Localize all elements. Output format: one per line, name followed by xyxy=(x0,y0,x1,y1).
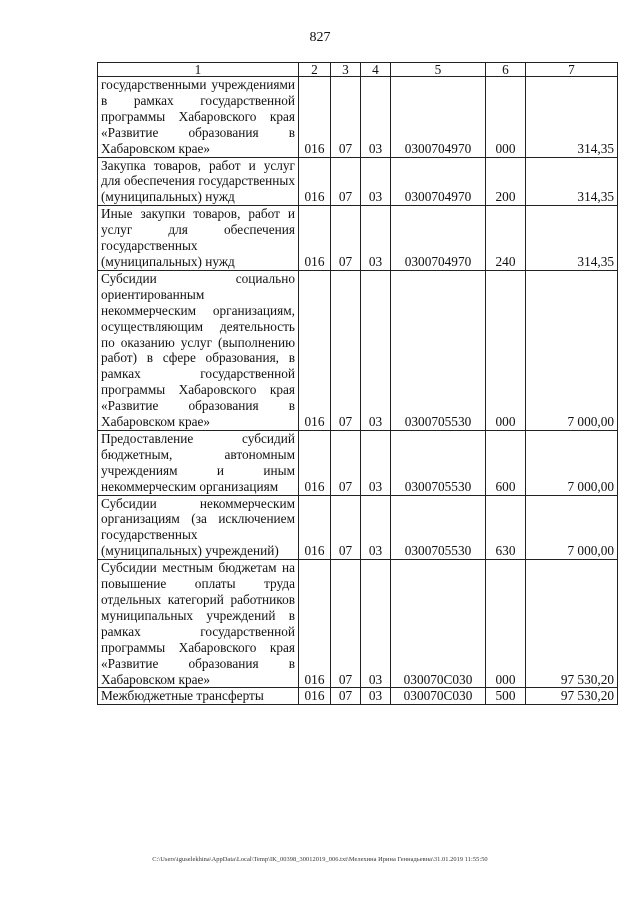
row-description: Иные закупки товаров, работ и услуг для обеспечения государственных (муниципальных) нужд xyxy=(98,206,299,271)
amount: 7 000,00 xyxy=(526,430,618,495)
ministry-code: 016 xyxy=(299,77,331,158)
section-code: 07 xyxy=(331,157,361,206)
amount: 314,35 xyxy=(526,77,618,158)
table-row xyxy=(98,270,618,430)
subsection-code: 03 xyxy=(361,430,391,495)
subsection-code: 03 xyxy=(361,688,391,705)
column-header: 2 xyxy=(299,63,331,77)
amount: 7 000,00 xyxy=(526,495,618,560)
expense-type-code: 000 xyxy=(486,270,526,430)
table-row xyxy=(98,430,618,495)
row-description: Субсидии местным бюджетам на повышение оплаты труда отдельных категорий работников муниципальных учреждений в рамках государственной программы Хабаровского края «Развитие образования в Хабаровском крае» xyxy=(98,560,299,688)
column-header: 7 xyxy=(526,63,618,77)
expense-type-code: 630 xyxy=(486,495,526,560)
ministry-code: 016 xyxy=(299,206,331,271)
table-row xyxy=(98,77,618,158)
column-header: 1 xyxy=(98,63,299,77)
target-article-code: 0300705530 xyxy=(391,270,486,430)
expense-type-code: 000 xyxy=(486,77,526,158)
subsection-code: 03 xyxy=(361,495,391,560)
target-article-code: 030070С030 xyxy=(391,560,486,688)
amount: 7 000,00 xyxy=(526,270,618,430)
section-code: 07 xyxy=(331,560,361,688)
table-row xyxy=(98,688,618,705)
section-code: 07 xyxy=(331,77,361,158)
expense-type-code: 600 xyxy=(486,430,526,495)
section-code: 07 xyxy=(331,688,361,705)
row-description: Предоставление субсидий бюджетным, автономным учреждениям и иным некоммерческим организациям xyxy=(98,430,299,495)
amount: 97 530,20 xyxy=(526,688,618,705)
table-row xyxy=(98,495,618,560)
row-description: Субсидии социально ориентированным некоммерческим организациям, осуществляющим деятельность по оказанию услуг (выполнению работ) в сфере образования, в рамках государственной программы Хабаровского края «Развитие образования в Хабаровском крае» xyxy=(98,270,299,430)
row-description: Межбюджетные трансферты xyxy=(98,688,299,705)
expense-type-code: 240 xyxy=(486,206,526,271)
ministry-code: 016 xyxy=(299,495,331,560)
column-header: 5 xyxy=(391,63,486,77)
section-code: 07 xyxy=(331,430,361,495)
ministry-code: 016 xyxy=(299,157,331,206)
ministry-code: 016 xyxy=(299,430,331,495)
amount: 314,35 xyxy=(526,206,618,271)
section-code: 07 xyxy=(331,206,361,271)
table-row xyxy=(98,560,618,688)
ministry-code: 016 xyxy=(299,270,331,430)
subsection-code: 03 xyxy=(361,560,391,688)
section-code: 07 xyxy=(331,495,361,560)
column-header: 4 xyxy=(361,63,391,77)
column-header: 6 xyxy=(486,63,526,77)
subsection-code: 03 xyxy=(361,77,391,158)
table-header-row xyxy=(98,63,618,77)
target-article-code: 0300704970 xyxy=(391,206,486,271)
expense-type-code: 000 xyxy=(486,560,526,688)
target-article-code: 0300704970 xyxy=(391,77,486,158)
amount: 97 530,20 xyxy=(526,560,618,688)
subsection-code: 03 xyxy=(361,206,391,271)
target-article-code: 030070С030 xyxy=(391,688,486,705)
row-description: Субсидии некоммерческим организациям (за исключением государственных (муниципальных) учреждений) xyxy=(98,495,299,560)
page-number: 827 xyxy=(309,30,331,45)
ministry-code: 016 xyxy=(299,688,331,705)
budget-table xyxy=(97,62,618,705)
expense-type-code: 500 xyxy=(486,688,526,705)
row-description: государственными учреждениями в рамках государственной программы Хабаровского края «Развитие образования в Хабаровском крае» xyxy=(98,77,299,158)
expense-type-code: 200 xyxy=(486,157,526,206)
file-path-footer: C:\Users\iguselekhina\AppData\Local\Temp\IK_00398_30012019_006.txt\Мелехина Ирина Геннадьевна\31.01.2019 11:55:50 xyxy=(152,856,488,863)
amount: 314,35 xyxy=(526,157,618,206)
ministry-code: 016 xyxy=(299,560,331,688)
target-article-code: 0300705530 xyxy=(391,430,486,495)
section-code: 07 xyxy=(331,270,361,430)
row-description: Закупка товаров, работ и услуг для обеспечения государственных (муниципальных) нужд xyxy=(98,157,299,206)
table-row xyxy=(98,206,618,271)
target-article-code: 0300705530 xyxy=(391,495,486,560)
target-article-code: 0300704970 xyxy=(391,157,486,206)
subsection-code: 03 xyxy=(361,270,391,430)
table-row xyxy=(98,157,618,206)
column-header: 3 xyxy=(331,63,361,77)
subsection-code: 03 xyxy=(361,157,391,206)
